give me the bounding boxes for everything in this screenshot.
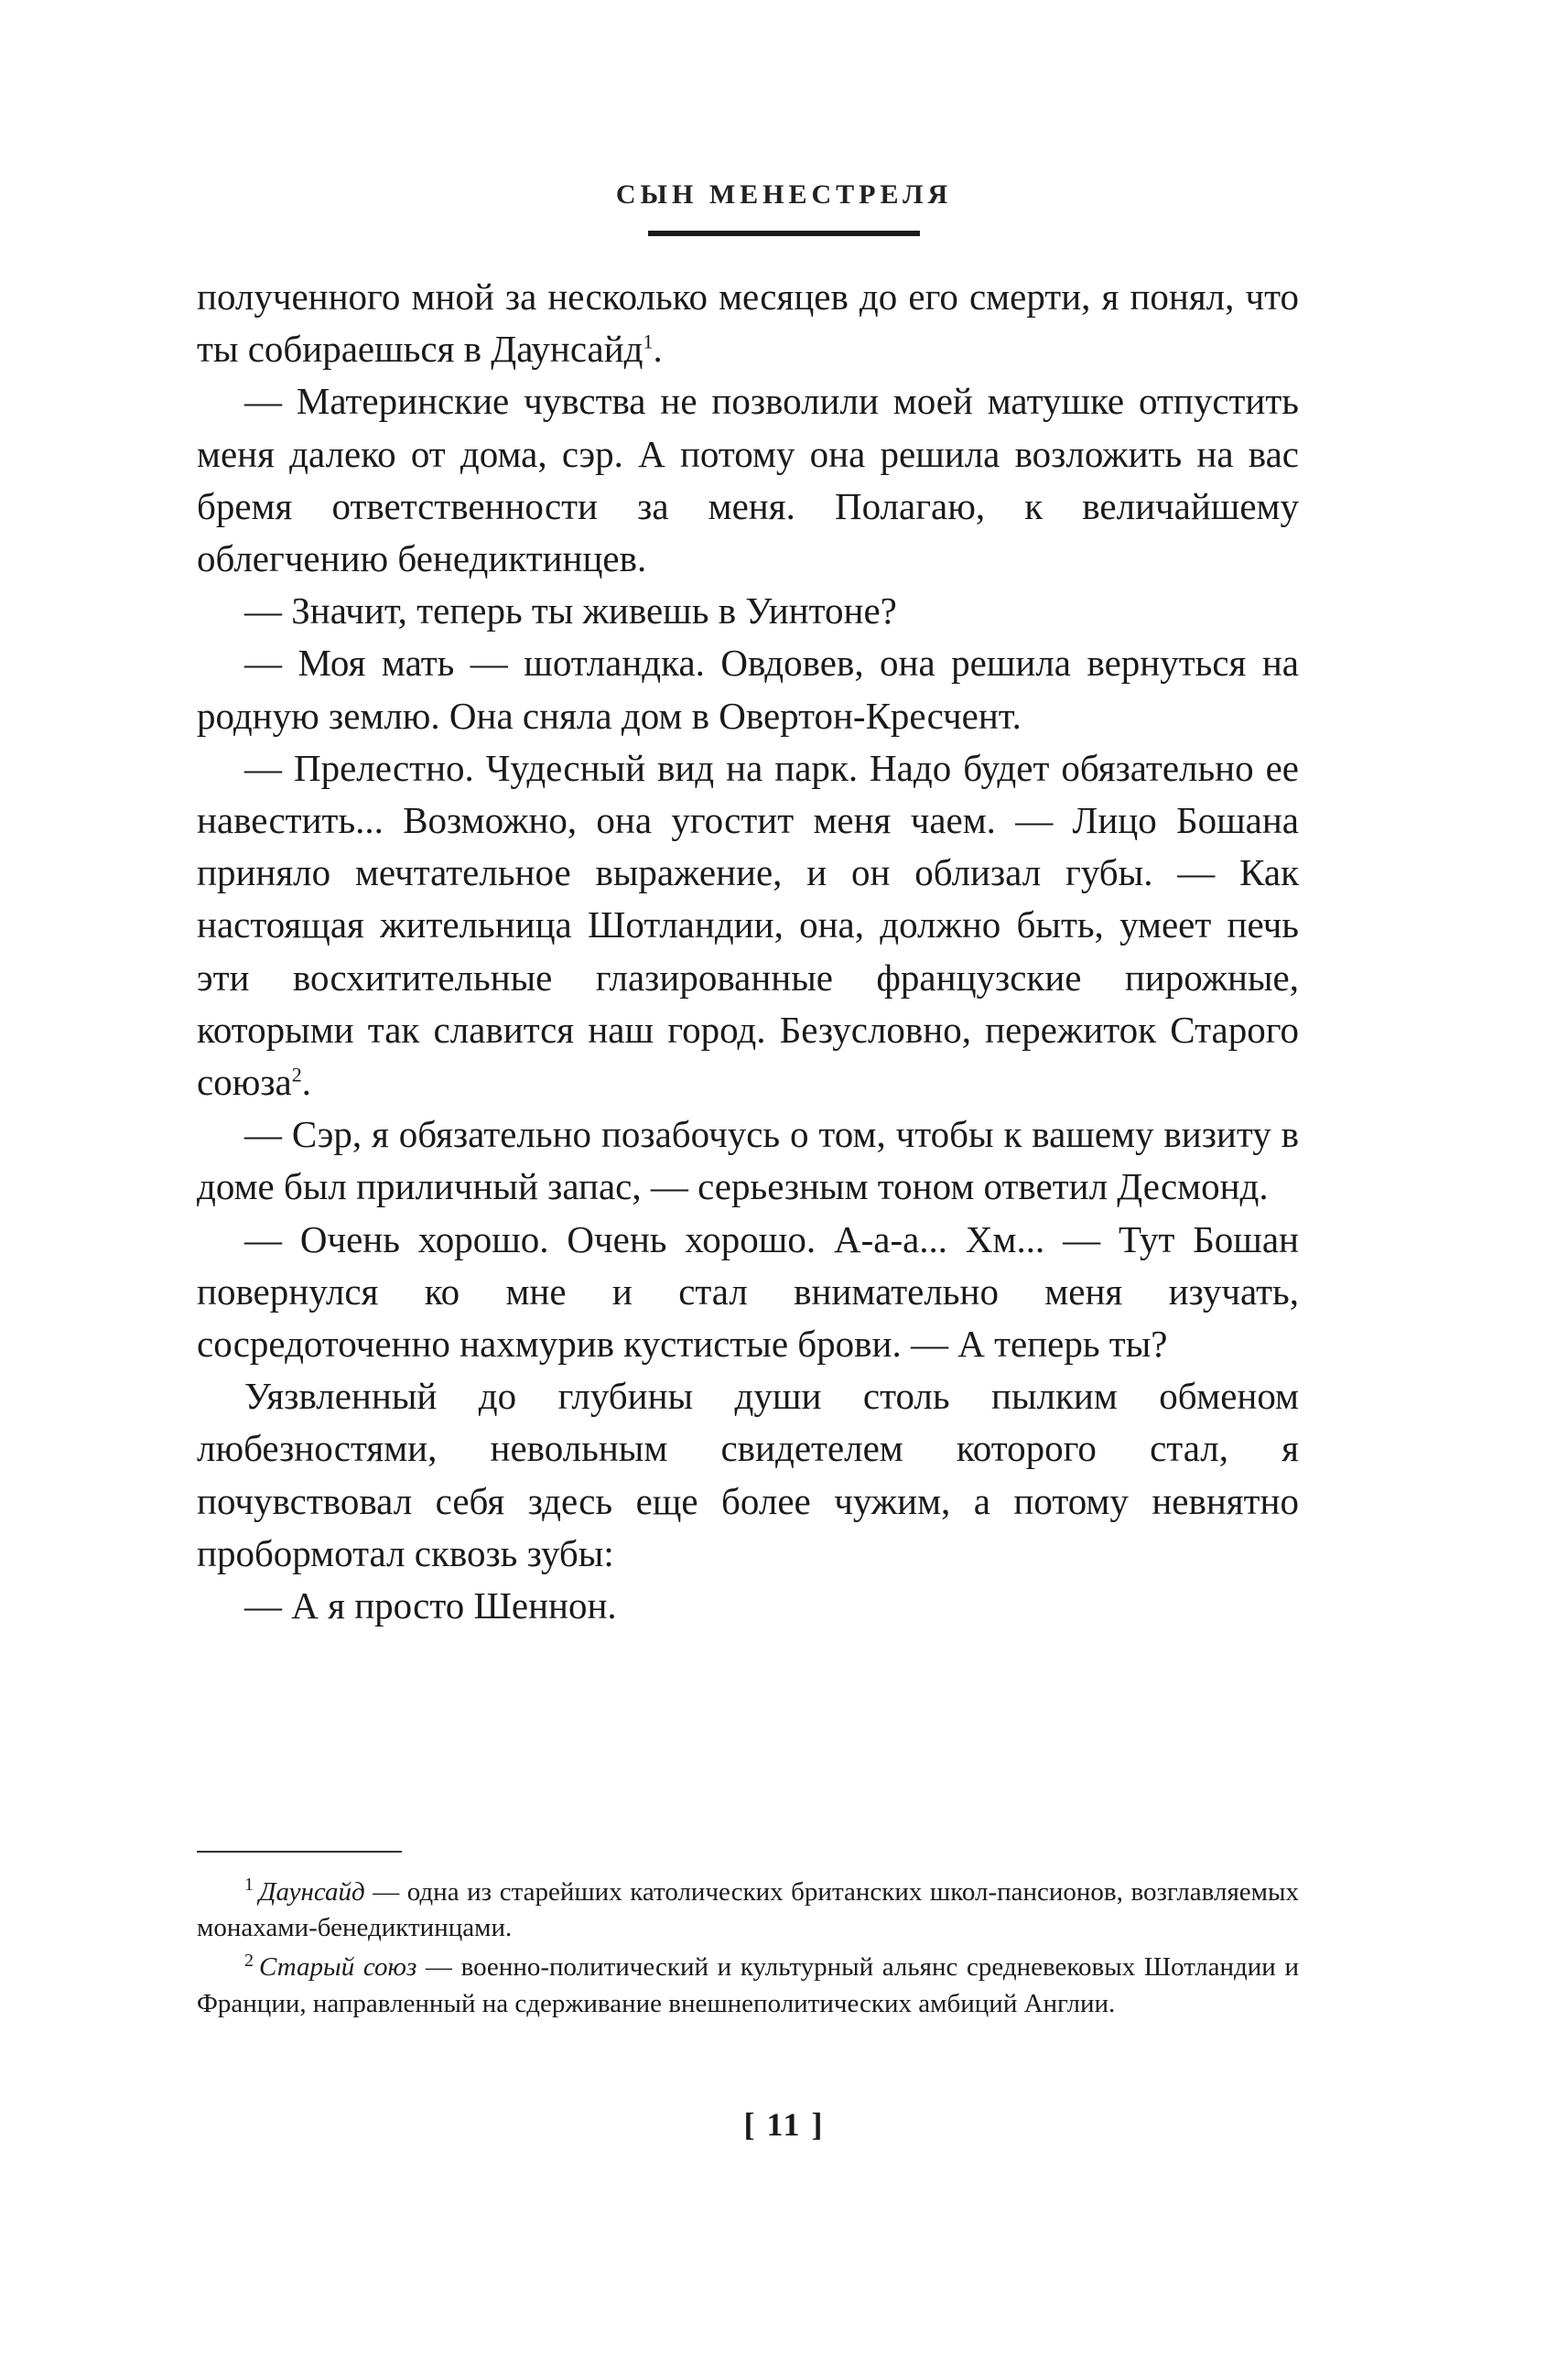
paragraph-9: — А я просто Шеннон. [244,1584,617,1627]
footnote-separator [197,1851,402,1853]
paragraph-8: Уязвленный до глубины души столь пылким обменом любезностями, невольным свидетелем которого стал, я почувствовал себя здесь еще более чужим, а потому невнятно пробормотал сквозь зубы: [197,1375,1299,1574]
paragraph-1-text: полученного мной за несколько месяцев до его смерти, я понял, что ты собираешься в Даунсайд [197,276,1299,371]
page-number: [ 11 ] [743,2106,825,2143]
paragraph-2: — Материнские чувства не позволили моей матушке отпустить меня далеко от дома, сэр. А потому она решила возложить на вас бремя ответственности за меня. Полагаю, к величайшему облегчению бенедиктинцев. [197,380,1299,580]
paragraph-1-end: . [653,328,663,371]
paragraph-6: — Сэр, я обязательно позабочусь о том, чтобы к вашему визиту в доме был приличный запас, — серьезным тоном ответил Десмонд. [197,1113,1299,1208]
footnote-1-term: Даунсайд [259,1877,365,1907]
paragraph-1 [197,271,1299,375]
footnote-ref-2[interactable]: 2 [291,1063,302,1086]
paragraph-7: — Очень хорошо. Очень хорошо. А-а-а... Хм... — Тут Бошан повернулся ко мне и стал внимательно меня изучать, сосредоточенно нахмурив кустистые брови. — А теперь ты? [197,1217,1299,1366]
footnotes [197,1875,1299,2026]
footnote-1 [197,1875,1299,1946]
paragraph-5-end: . [301,1061,311,1104]
footnote-1-text: — одна из старейших католических британских школ-пансионов, возглавляемых монахами-бенедиктинцами. [197,1877,1299,1943]
paragraph-5-text: — Прелестно. Чудесный вид на парк. Надо будет обязательно ее навестить... Возможно, она угостит меня чаем. — Лицо Бошана приняло мечтательное выражение, и он облизал губы. — Как настоящая жительница Шотландии, она, должно быть, умеет печь эти восхитительные глазированные французские пирожные, которыми так славится наш город. Безусловно, пережиток Старого союза [197,746,1299,1104]
footnote-2-text: — военно-политический и культурный альянс средневековых Шотландии и Франции, направленный на сдерживание внешнеполитических амбиций Англии. [197,1952,1299,2018]
footnote-ref-1[interactable]: 1 [643,330,654,353]
paragraph-5 [197,742,1299,1108]
footnote-2-term: Старый союз [259,1952,417,1983]
paragraph-3: — Значит, теперь ты живешь в Уинтоне? [244,589,897,632]
footnote-2 [197,1950,1299,2021]
running-head-rule [648,231,920,236]
footnote-2-number: 2 [244,1950,254,1971]
paragraph-4: — Моя мать — шотландка. Овдовев, она решила вернуться на родную землю. Она сняла дом в Овертон-Кресчент. [197,642,1299,737]
footnote-1-number: 1 [244,1875,254,1896]
running-head-title: СЫН МЕНЕСТРЕЛЯ [615,179,953,210]
main-text [197,271,1299,1632]
